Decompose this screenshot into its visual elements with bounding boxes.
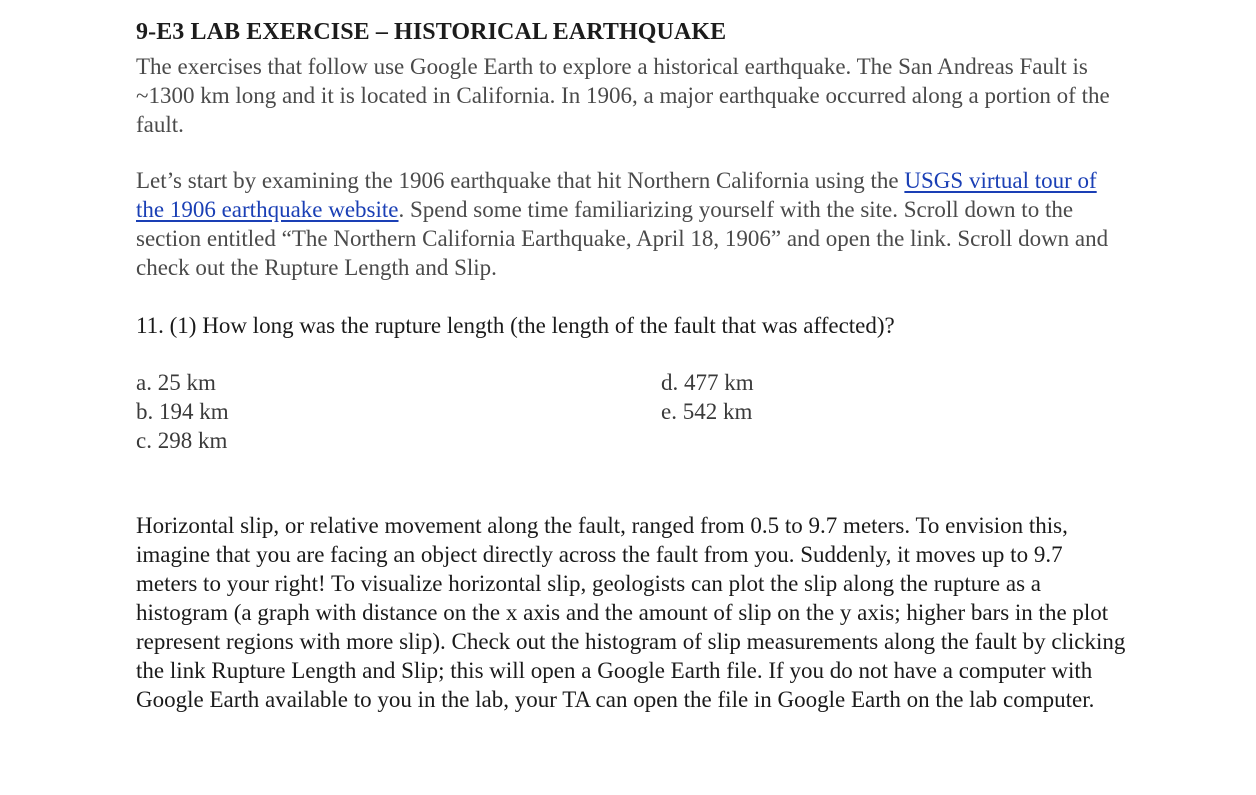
instructions-text-before-link: Let’s start by examining the 1906 earthquake that hit Northern California using the <box>136 168 905 193</box>
instructions-text-after-link: . Spend some time familiarizing yourself with the site. Scroll down to the section entitled “The Northern California Earthquake, April 18, 1906” and open the link. Scroll down and check out the Rupture Length and Slip. <box>136 197 1109 280</box>
document-page <box>136 14 1126 714</box>
intro-paragraph: The exercises that follow use Google Earth to explore a historical earthquake. The San Andreas Fault is ~1300 km long and it is located in California. In 1906, a major earthquake occurred along a portion of the fault. <box>136 54 1110 137</box>
choices-column-right <box>661 368 836 455</box>
choice-a: a. 25 km <box>136 370 216 395</box>
choice-e: e. 542 km <box>661 399 753 424</box>
instructions-paragraph <box>136 166 1126 282</box>
choice-d: d. 477 km <box>661 370 754 395</box>
choice-c: c. 298 km <box>136 428 228 453</box>
choice-b: b. 194 km <box>136 399 229 424</box>
choices-column-left <box>136 368 661 455</box>
horizontal-slip-paragraph: Horizontal slip, or relative movement along the fault, ranged from 0.5 to 9.7 meters. To envision this, imagine that you are facing an object directly across the fault from you. Suddenly, it moves up to 9.7 meters to your right! To visualize horizontal slip, geologists can plot the slip along the rupture as a histogram (a graph with distance on the x axis and the amount of slip on the y axis; higher bars in the plot represent regions with more slip). Check out the histogram of slip measurements along the fault by clicking the link Rupture Length and Slip; this will open a Google Earth file. If you do not have a computer with Google Earth available to you in the lab, your TA can open the file in Google Earth on the lab computer. <box>136 513 1126 712</box>
answer-choices <box>136 368 836 455</box>
page-title: 9-E3 LAB EXERCISE – HISTORICAL EARTHQUAKE <box>136 19 727 45</box>
question-11: 11. (1) How long was the rupture length (the length of the fault that was affected)? <box>136 313 895 338</box>
usgs-virtual-tour-link[interactable]: USGS virtual tour of the 1906 earthquake website <box>136 168 1097 222</box>
